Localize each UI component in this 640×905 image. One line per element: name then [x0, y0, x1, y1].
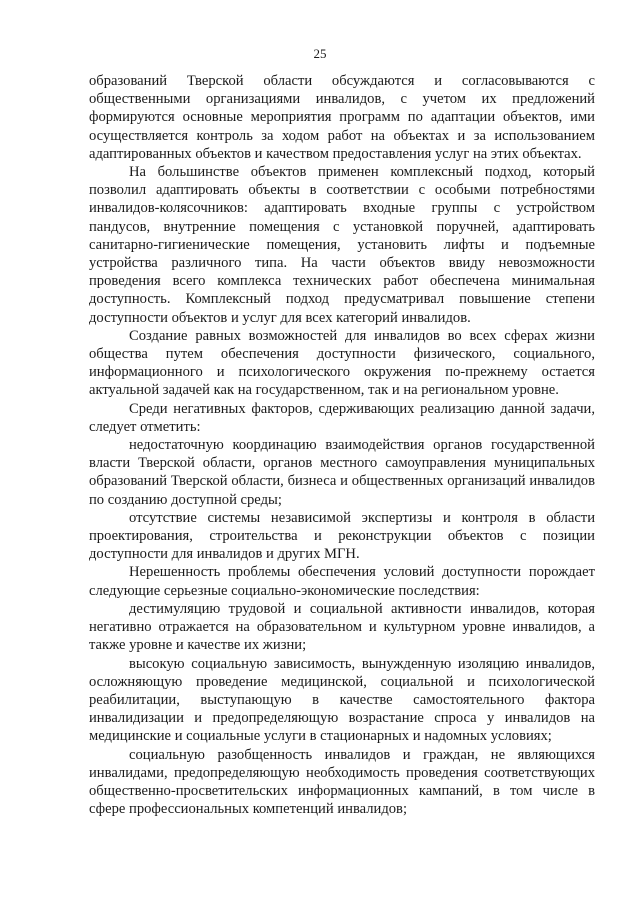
- document-body: [89, 72, 595, 818]
- paragraph-negative-factors-intro: Среди негативных факторов, сдерживающих реализацию данной задачи, следует отметить:: [89, 400, 595, 435]
- paragraph-continuation: образований Тверской области обсуждаются и согласовываются с общественными организациями инвалидов, с учетом их предложений формируются основные мероприятия программ по адаптации объектов, ими осуществляется контроль за ходом работ на объектах и за использованием адаптированных объектов и качеством предоставления услуг на этих объектах.: [89, 73, 595, 162]
- paragraph-destimulation: дестимуляцию трудовой и социальной активности инвалидов, которая негативно отражается на образовательном и культурном уровне инвалидов, а также уровне и качестве их жизни;: [89, 600, 595, 654]
- paragraph-expertise: отсутствие системы независимой экспертизы и контроля в области проектирования, строительства и реконструкции объектов с позиции доступности для инвалидов и других МГН.: [89, 509, 595, 563]
- paragraph-comprehensive-approach: На большинстве объектов применен комплексный подход, который позволил адаптировать объекты в соответствии с особыми потребностями инвалидов-колясочников: адаптировать входные группы с устройством пандусов, внутренние помещения с установкой поручней, адаптировать санитарно-гигиенические помещения, установить лифты и подъемные устройства различного типа. На части объектов ввиду невозможности проведения всего комплекса технических работ обеспечена минимальная доступность. Комплексный подход предусматривал повышение степени доступности объектов и услуг для всех категорий инвалидов.: [89, 164, 595, 326]
- paragraph-social-disunity: социальную разобщенность инвалидов и граждан, не являющихся инвалидами, предопределяющую необходимость проведения соответствующих общественно-просветительских информационных кампаний, в том числе в сфере профессиональных компетенций инвалидов;: [89, 746, 595, 818]
- paragraph-equal-opportunities: Создание равных возможностей для инвалидов во всех сферах жизни общества путем обеспечения доступности физического, социального, информационного и психологического окружения по-прежнему остается актуальной задачей как на государственном, так и на региональном уровне.: [89, 327, 595, 399]
- paragraph-consequences-intro: Нерешенность проблемы обеспечения условий доступности порождает следующие серьезные социально-экономические последствия:: [89, 564, 595, 599]
- paragraph-social-dependence: высокую социальную зависимость, вынужденную изоляцию инвалидов, осложняющую проведение медицинской, социальной и психологической реабилитации, выступающую в качестве самостоятельного фактора инвалидизации и предопределяющую возрастание спроса у инвалидов на медицинские и социальные услуги в стационарных и надомных условиях;: [89, 655, 595, 745]
- paragraph-coordination: недостаточную координацию взаимодействия органов государственной власти Тверской области, органов местного самоуправления муниципальных образований Тверской области, бизнеса и общественных организаций инвалидов по созданию доступной среды;: [89, 437, 595, 508]
- page-number: 25: [313, 46, 327, 61]
